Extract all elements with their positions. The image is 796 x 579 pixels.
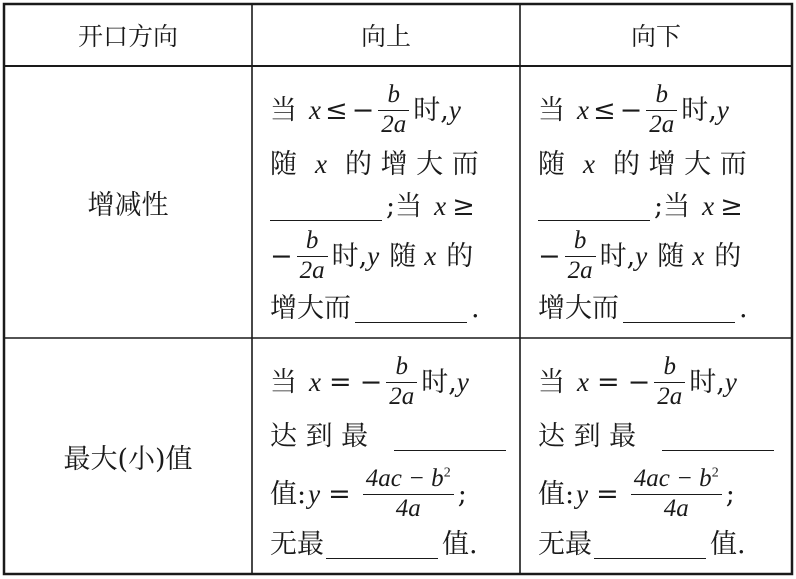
fraction-denominator: 2a: [567, 256, 593, 284]
text-shi: 时,: [689, 366, 725, 398]
fraction-b-over-2a: [654, 354, 685, 410]
answer-blank[interactable]: [594, 530, 706, 559]
text-shi: 时,: [681, 94, 717, 126]
text-semi-dang: ;当: [654, 190, 691, 222]
fraction-b-over-2a: [386, 354, 417, 410]
row-label-extreme-value: 最大(小)值: [63, 443, 193, 475]
text-wu-zui: 无最: [538, 528, 592, 560]
answer-blank[interactable]: [326, 530, 438, 559]
fraction-numerator: [631, 466, 722, 492]
answer-blank[interactable]: [623, 294, 735, 323]
var-y: y: [448, 94, 461, 125]
text-dang: 当: [538, 94, 565, 126]
symbol-minus: −: [351, 94, 375, 126]
fraction-numerator: b: [305, 227, 319, 255]
header-upward: 向上: [360, 22, 411, 51]
text-de-zeng-da-er: 的 增 大 而: [344, 148, 479, 180]
var-x: x: [692, 240, 705, 271]
symbol-eq: =: [596, 366, 620, 398]
text-de: 的: [714, 240, 742, 272]
symbol-le: ≤: [592, 94, 616, 126]
text-period: .: [471, 292, 480, 324]
var-x: x: [424, 240, 437, 271]
var-y: y: [724, 366, 737, 397]
text-sui: 随: [657, 240, 685, 272]
fraction-numerator: b: [395, 353, 408, 381]
symbol-minus: −: [619, 94, 643, 126]
symbol-minus: −: [359, 366, 383, 398]
text-zeng-da-er: 增大而: [538, 292, 619, 324]
var-x: x: [434, 190, 447, 221]
fraction-numerator: b: [387, 81, 400, 109]
fraction-numerator: b: [663, 353, 676, 381]
var-x: x: [577, 94, 589, 125]
text-wu-zui: 无最: [270, 528, 324, 560]
fraction-denominator: 2a: [381, 110, 407, 138]
var-x: x: [577, 366, 589, 397]
fraction-denominator: 2a: [299, 256, 325, 284]
header-downward: 向下: [630, 22, 681, 51]
text-zeng-da-er: 增大而: [270, 292, 351, 324]
symbol-eq: =: [328, 478, 351, 510]
numerator-expression: 4ac − b: [633, 465, 712, 493]
text-de-zeng-da-er: 的 增 大 而: [612, 148, 747, 180]
text-sui: 随: [538, 148, 565, 180]
var-y: y: [716, 94, 729, 125]
symbol-eq: =: [328, 366, 352, 398]
exponent: 2: [443, 465, 451, 481]
text-zhi-end: 值.: [710, 528, 746, 560]
fraction-numerator: [363, 466, 454, 492]
text-da-dao-zui: 达 到 最: [538, 420, 637, 452]
fraction-denominator: 2a: [649, 110, 675, 138]
var-x: x: [702, 190, 715, 221]
answer-blank[interactable]: [270, 192, 382, 221]
text-zhi-colon: 值:: [270, 478, 307, 510]
fraction-denominator: 4a: [663, 494, 689, 522]
var-x: x: [309, 366, 321, 397]
answer-blank[interactable]: [538, 192, 650, 221]
fraction-numerator: b: [573, 227, 587, 255]
row-label-monotonicity: 增减性: [87, 189, 169, 221]
text-dang: 当: [270, 94, 297, 126]
var-y: y: [576, 478, 589, 509]
cell-extreme-down: [520, 338, 792, 574]
var-y: y: [308, 478, 321, 509]
var-x: x: [315, 148, 327, 179]
var-x: x: [583, 148, 595, 179]
cell-monotonicity-down: [520, 66, 792, 338]
cell-monotonicity-up: [252, 66, 520, 338]
symbol-ge: ≥: [720, 190, 743, 222]
header-opening-direction: 开口方向: [77, 22, 178, 51]
cell-extreme-up: [252, 338, 520, 574]
text-dang: 当: [270, 366, 297, 398]
text-shi: 时,: [331, 240, 368, 272]
symbol-minus: −: [270, 240, 293, 272]
var-y: y: [456, 366, 469, 397]
fraction-b-over-2a: [646, 82, 677, 138]
text-period: .: [739, 292, 748, 324]
numerator-expression: 4ac − b: [365, 465, 444, 493]
fraction-b-over-2a: [378, 82, 409, 138]
answer-blank[interactable]: [355, 294, 467, 323]
fraction-numerator: b: [655, 81, 668, 109]
symbol-minus: −: [538, 240, 561, 272]
text-shi: 时,: [413, 94, 449, 126]
text-shi: 时,: [421, 366, 457, 398]
fraction-denominator: 2a: [657, 382, 683, 410]
text-semicolon: ;: [457, 478, 467, 510]
text-dang: 当: [538, 366, 565, 398]
var-y: y: [367, 240, 380, 271]
symbol-le: ≤: [324, 94, 348, 126]
symbol-minus: −: [627, 366, 651, 398]
var-y: y: [635, 240, 648, 271]
text-zhi-end: 值.: [442, 528, 478, 560]
fraction-denominator: 2a: [389, 382, 415, 410]
text-sui: 随: [270, 148, 297, 180]
symbol-ge: ≥: [452, 190, 475, 222]
fraction-denominator: 4a: [395, 494, 421, 522]
text-shi: 时,: [599, 240, 636, 272]
text-semi-dang: ;当: [386, 190, 423, 222]
var-x: x: [309, 94, 321, 125]
text-semicolon: ;: [725, 478, 735, 510]
text-sui: 随: [389, 240, 417, 272]
symbol-eq: =: [596, 478, 619, 510]
text-zhi-colon: 值:: [538, 478, 575, 510]
text-de: 的: [446, 240, 474, 272]
text-da-dao-zui: 达 到 最: [270, 420, 369, 452]
answer-blank[interactable]: [662, 422, 774, 451]
exponent: 2: [711, 465, 719, 481]
answer-blank[interactable]: [394, 422, 506, 451]
